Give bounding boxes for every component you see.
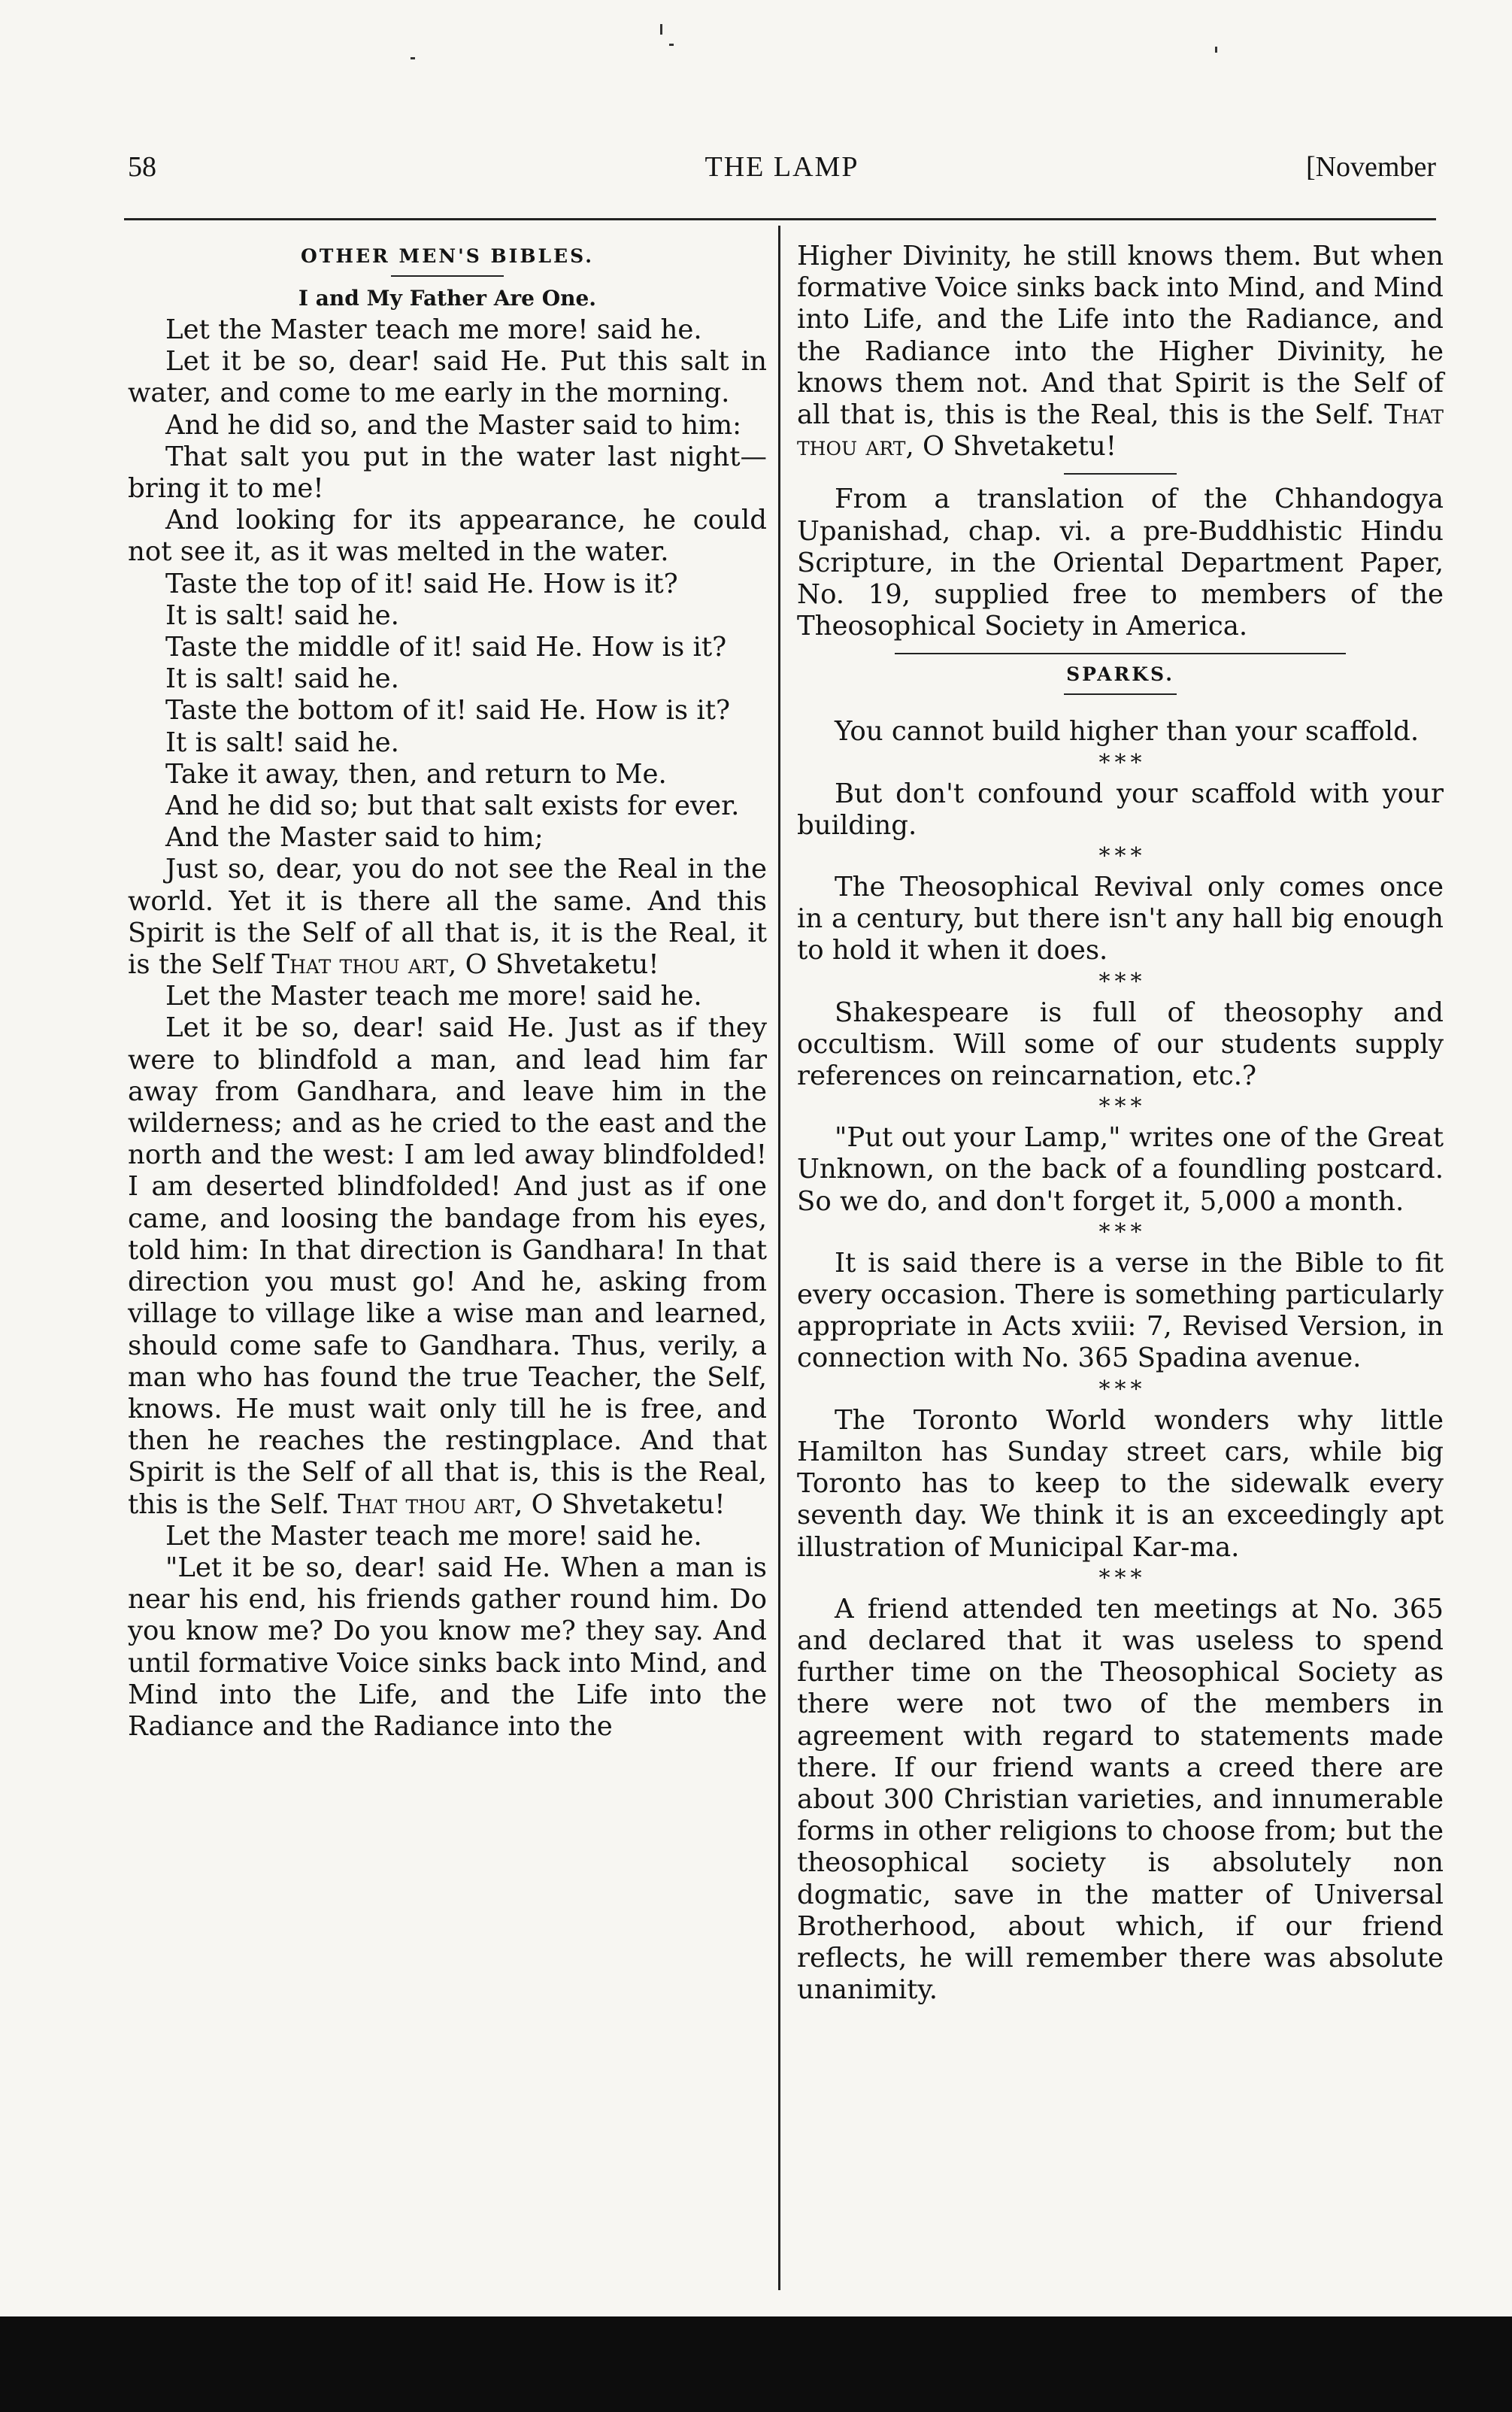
spark-item: The Theosophical Revival only comes once in a century, but there isn't any hall big enough to hold it when it does.	[797, 872, 1444, 966]
paragraph: "Let it be so, dear! said He. When a man is near his end, his friends gather round him. Do you know me? Do you know me? they say. And until formative Voice sinks back into Mind, and Mind into the Life, and the Life into the Radiance and the Radiance into the	[128, 1552, 767, 1742]
asterism-divider: * * *	[1098, 843, 1142, 870]
header-rule	[124, 218, 1436, 220]
paragraph: That salt you put in the water last night—bring it to me!	[128, 441, 767, 505]
running-title: THE LAMP	[704, 151, 859, 183]
asterism-divider: * * *	[1098, 1094, 1142, 1121]
spark-item: "Put out your Lamp," writes one of the Great Unknown, on the back of a foundling postcard. So we do, and don't forget it, 5,000 a month.	[797, 1122, 1444, 1217]
spark-item: The Toronto World wonders why little Hamilton has Sunday street cars, while big Toronto has to keep to the sidewalk every seventh day. We think it is an exceedingly apt illustration of Municipal Kar-ma.	[797, 1404, 1444, 1563]
paragraph	[128, 854, 767, 981]
paragraph: Let it be so, dear! said He. Put this salt in water, and come to me early in the morning.	[128, 346, 767, 409]
paragraph: Let the Master teach me more! said he.	[165, 981, 702, 1012]
scan-speck	[411, 57, 415, 59]
page-number: 58	[128, 151, 156, 183]
paragraph: Let the Master teach me more! said he.	[165, 314, 702, 345]
asterism-divider: * * *	[1098, 1376, 1142, 1403]
scan-speck	[660, 24, 662, 35]
paragraph-text: Let it be so, dear! said He. Just as if they were to blindfold a man, and lead him far away from Gandhara, and leave him in the wilderness; and as he cried to the east and the north and the west: I am led away blindfolded! I am deserted blindfolded! And just as if one came, and loosing the bandage from his eyes, told him: In that direction is Gandhara! In that direction you must go! And he, asking from village to village like a wise man and learned, should come safe to Gandhara. Thus, verily, a man who has found the true Teacher, the Self, knows. He must wait only till he is free, and then he reaches the restingplace. And that Spirit is the Self of all that is, this is the Real, this is the Self.	[128, 1012, 767, 1520]
paragraph: It is salt! said he.	[165, 599, 399, 631]
source-note: From a translation of the Chhandogya Upanishad, chap. vi. a pre-Buddhistic Hindu Scripture, in the Oriental Department Paper, No. 19, supplied free to members of the Theosophical Society in America.	[797, 484, 1444, 642]
page-header	[128, 150, 1436, 196]
spark-item: A friend attended ten meetings at No. 365 and declared that it was useless to spend further time on the Theosophical Society as there were not two of the members in agreement with regard to statements made there. If our friend wants a creed there are about 300 Christian varieties, and innumerable forms in other religions to choose from; but the theosophical society is absolutely non dogmatic, save in the matter of Universal Brotherhood, about which, if our friend reflects, he will remember there was absolute unanimity.	[797, 1593, 1444, 2006]
spark-item: Shakespeare is full of theosophy and occultism. Will some of our students supply references on reincarnation, etc.?	[797, 997, 1444, 1092]
asterism-divider: * * *	[1098, 1218, 1142, 1245]
scan-speck	[1215, 47, 1217, 53]
asterism-divider: * * *	[1098, 1564, 1142, 1591]
paragraph-text: Higher Divinity, he still knows them. But when formative Voice sinks back into Mind, and Mind into Life, and the Life into the Radiance, and the Radiance into the Higher Divinity, he knows them not. And that Spirit is the Self of all that is, this is the Real, this is the Self.	[797, 241, 1444, 431]
right-column	[797, 241, 1444, 2006]
paragraph: It is salt! said he.	[165, 663, 399, 695]
continued-paragraph	[797, 241, 1444, 463]
paragraph: It is salt! said he.	[165, 727, 399, 758]
paragraph: Taste the middle of it! said He. How is it?	[165, 632, 727, 663]
heading-rule	[1064, 693, 1177, 695]
refrain-that-thou-art: That thou art,	[797, 399, 1444, 463]
asterism-divider: * * *	[1098, 749, 1142, 776]
scan-edge-shadow	[0, 2316, 1512, 2412]
section-heading-sparks: SPARKS.	[1066, 663, 1174, 686]
paragraph: And the Master said to him;	[165, 822, 544, 854]
spark-item: It is said there is a verse in the Bible to fit every occasion. There is something particularly appropriate in Acts xviii: 7, Revised Version, in connection with No. 365 Spadina avenue.	[797, 1247, 1444, 1374]
refrain-that-thou-art: That thou art,	[271, 949, 457, 981]
section-heading-other-mens-bibles: OTHER MEN'S BIBLES.	[301, 245, 594, 267]
paragraph: Take it away, then, and return to Me.	[165, 758, 667, 790]
refrain-shvetaketu: O Shvetaketu!	[465, 949, 659, 981]
issue-month: [November	[1305, 151, 1436, 183]
paragraph: Taste the bottom of it! said He. How is it?	[165, 695, 730, 727]
refrain-shvetaketu: O Shvetaketu!	[531, 1488, 726, 1520]
spark-item: You cannot build higher than your scaffold.	[835, 716, 1420, 748]
section-rule	[895, 653, 1346, 654]
asterism-divider: * * *	[1098, 968, 1142, 995]
paragraph: And he did so, and the Master said to him:	[165, 409, 742, 441]
paragraph: And looking for its appearance, he could not see it, as it was melted in the water.	[128, 505, 767, 568]
section-rule	[1064, 473, 1177, 475]
paragraph: Let the Master teach me more! said he.	[165, 1520, 702, 1552]
paragraph: Taste the top of it! said He. How is it?	[165, 568, 678, 599]
spark-item: But don't confound your scaffold with your building.	[797, 778, 1444, 841]
refrain-shvetaketu: O Shvetaketu!	[923, 431, 1117, 463]
column-divider	[778, 226, 780, 2290]
paragraph	[128, 1012, 767, 1520]
paragraph-text: Just so, dear, you do not see the Real in the world. Yet it is there all the same. And this Spirit is the Self of all that is, it is the Real, it is the Self	[128, 854, 767, 981]
article-subheading: I and My Father Are One.	[298, 286, 597, 311]
refrain-that-thou-art: That thou art,	[338, 1488, 523, 1520]
paragraph: And he did so; but that salt exists for ever.	[165, 790, 740, 822]
heading-rule	[391, 275, 504, 277]
left-column	[128, 241, 767, 1743]
scan-speck	[669, 44, 674, 46]
